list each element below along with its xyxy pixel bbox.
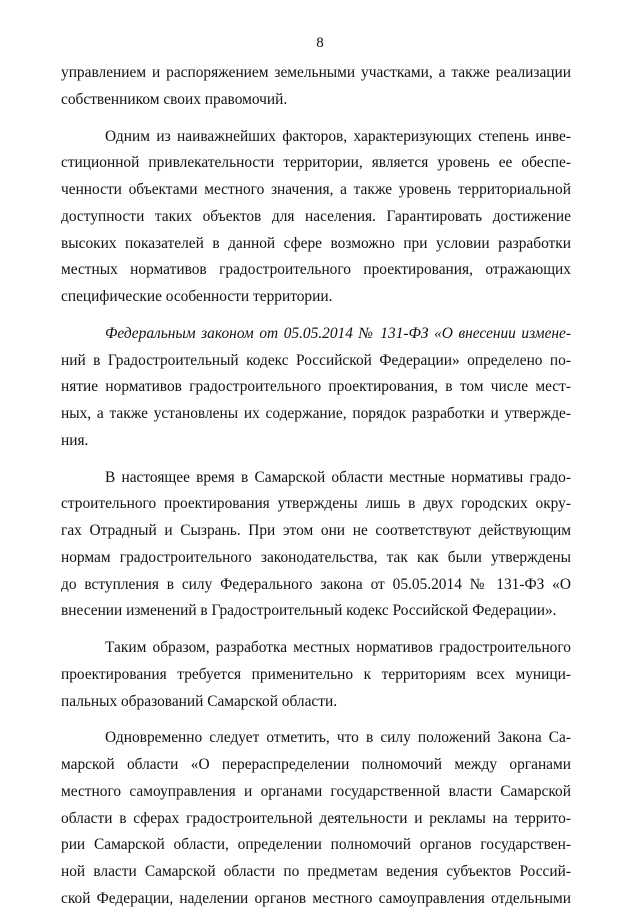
text-line: Федеральным законом от 05.05.2014 № 131-ФЗ «О внесении измене- <box>105 324 571 342</box>
text-line: доступности таких объектов для населения. Гарантировать достижение <box>61 207 571 225</box>
text-line: нятие нормативов градостроительного проектирования, в том числе мест- <box>61 378 571 396</box>
paragraph-3 <box>61 321 571 455</box>
paragraph-6 <box>61 725 571 912</box>
text-line: ченности объектами местного значения, а также уровень территориальной <box>61 181 571 198</box>
text-line: Одним из наиважнейших факторов, характеризующих степень инве- <box>105 127 571 145</box>
text-line: области в сферах градостроительной деятельности и рекламы на террито- <box>61 809 571 827</box>
text-line: ний в Градостроительный кодекс Российской Федерации» определено по- <box>61 351 571 369</box>
text-line: строительного проектирования утверждены лишь в двух городских окру- <box>61 495 571 513</box>
paragraph-1 <box>61 60 571 114</box>
text-line: марской области «О перераспределении полномочий между органами <box>61 756 571 773</box>
text-line: ния. <box>61 431 89 449</box>
text-line: Таким образом, разработка местных нормативов градостроительного <box>105 639 571 656</box>
body-text <box>61 60 571 913</box>
text-line: местного самоуправления и органами государственной власти Самарской <box>61 782 571 800</box>
text-line: рии Самарской области, определении полномочий органов государствен- <box>61 836 571 854</box>
text-line: стиционной привлекательности территории, является уровень ее обеспе- <box>61 154 571 172</box>
text-line: высоких показателей в данной сфере возможно при условии разработки <box>61 234 571 252</box>
page-number: 8 <box>316 35 324 51</box>
text-line: ской Федерации, наделении органов местного самоуправления отдельными <box>61 889 571 907</box>
text-line: нормам градостроительного законодательства, так как были утверждены <box>61 548 571 566</box>
text-line: В настоящее время в Самарской области местные нормативы градо- <box>105 468 571 486</box>
paragraph-4 <box>61 465 571 626</box>
text-line: до вступления в силу Федерального закона от 05.05.2014 № 131-ФЗ «О <box>61 575 571 593</box>
text-line: ных, а также установлены их содержание, порядок разработки и утвержде- <box>61 405 571 422</box>
text-line: собственником своих правомочий. <box>61 90 288 108</box>
text-line: специфические особенности территории. <box>61 288 333 305</box>
text-line: проектирования требуется применительно к территориям всех муници- <box>61 665 571 683</box>
text-line: гах Отрадный и Сызрань. При этом они не соответствуют действующим <box>61 522 571 539</box>
paragraph-5 <box>61 635 571 715</box>
text-line: пальных образований Самарской области. <box>61 692 338 710</box>
paragraph-2 <box>61 124 571 311</box>
text-line: местных нормативов градостроительного проектирования, отражающих <box>61 261 571 279</box>
text-line: Одновременно следует отметить, что в силу положений Закона Са- <box>105 729 571 747</box>
text-line: ной власти Самарской области по предметам ведения субъектов Россий- <box>61 863 571 880</box>
text-line: управлением и распоряжением земельными участками, а также реализации <box>61 64 571 81</box>
text-line: внесении изменений в Градостроительный кодекс Российской Федерации». <box>61 602 557 620</box>
